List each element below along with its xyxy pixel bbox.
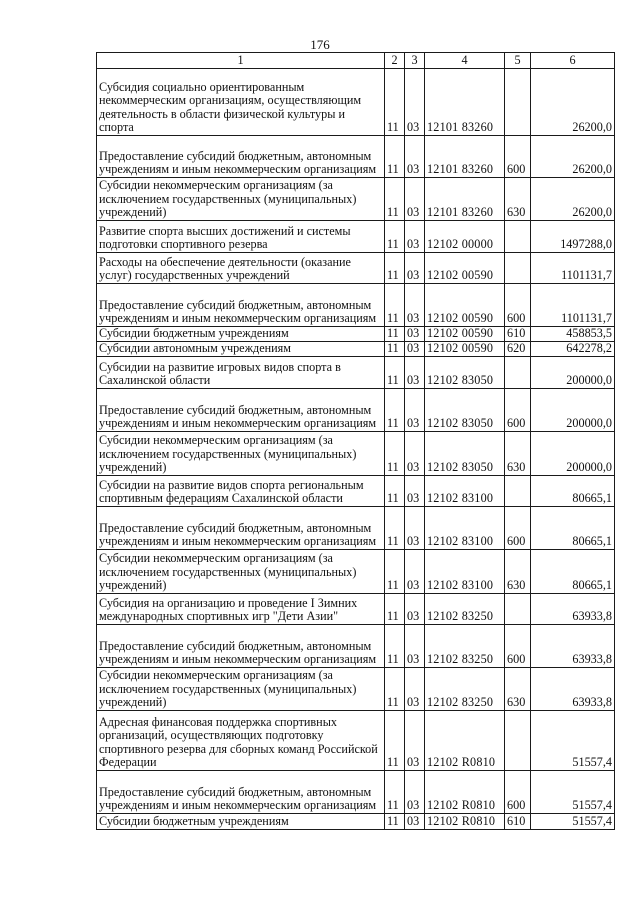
row-section: 11 [385, 357, 405, 389]
col-header-amount: 6 [531, 53, 615, 69]
row-expense-type: 610 [505, 327, 531, 342]
row-subsection: 03 [405, 284, 425, 327]
row-target-article: 12102 R0810 [425, 711, 505, 771]
row-expense-type [505, 711, 531, 771]
row-section: 11 [385, 814, 405, 830]
row-name: Предоставление субсидий бюджетным, автономным учреждениям и иным некоммерческим организациям [97, 284, 385, 327]
row-target-article: 12102 83050 [425, 389, 505, 432]
row-subsection: 03 [405, 357, 425, 389]
row-name: Предоставление субсидий бюджетным, автономным учреждениям и иным некоммерческим организациям [97, 625, 385, 668]
row-expense-type: 600 [505, 771, 531, 814]
row-subsection: 03 [405, 253, 425, 284]
row-amount: 63933,8 [531, 625, 615, 668]
row-subsection: 03 [405, 476, 425, 507]
row-subsection: 03 [405, 814, 425, 830]
table-row [97, 253, 615, 284]
row-section: 11 [385, 668, 405, 711]
col-header-subsection: 3 [405, 53, 425, 69]
table-row [97, 476, 615, 507]
row-amount: 1101131,7 [531, 284, 615, 327]
row-target-article: 12102 83250 [425, 668, 505, 711]
row-subsection: 03 [405, 625, 425, 668]
table-row [97, 711, 615, 771]
row-expense-type: 630 [505, 668, 531, 711]
table-row [97, 221, 615, 253]
row-amount: 51557,4 [531, 814, 615, 830]
row-name: Субсидия социально ориентированным некоммерческим организациям, осуществляющим деятельность в области физической культуры и спорта [97, 69, 385, 136]
row-name: Субсидии некоммерческим организациям (за исключением государственных (муниципальных) учреждений) [97, 668, 385, 711]
row-expense-type: 600 [505, 507, 531, 550]
row-expense-type [505, 221, 531, 253]
row-target-article: 12102 00590 [425, 253, 505, 284]
row-section: 11 [385, 550, 405, 594]
row-target-article: 12101 83260 [425, 136, 505, 178]
row-target-article: 12102 00000 [425, 221, 505, 253]
row-section: 11 [385, 711, 405, 771]
row-target-article: 12101 83260 [425, 178, 505, 221]
row-amount: 642278,2 [531, 342, 615, 357]
row-amount: 1497288,0 [531, 221, 615, 253]
row-subsection: 03 [405, 69, 425, 136]
table-header-row [97, 53, 615, 69]
row-name: Субсидии на развитие видов спорта региональным спортивным федерациям Сахалинской области [97, 476, 385, 507]
row-section: 11 [385, 432, 405, 476]
row-expense-type: 600 [505, 625, 531, 668]
row-target-article: 12102 83100 [425, 550, 505, 594]
row-target-article: 12102 83050 [425, 432, 505, 476]
row-section: 11 [385, 625, 405, 668]
row-section: 11 [385, 594, 405, 625]
table-row [97, 69, 615, 136]
row-expense-type: 630 [505, 432, 531, 476]
budget-table [96, 52, 615, 830]
row-name: Субсидии бюджетным учреждениям [97, 327, 385, 342]
row-expense-type [505, 594, 531, 625]
row-name: Предоставление субсидий бюджетным, автономным учреждениям и иным некоммерческим организациям [97, 771, 385, 814]
row-expense-type [505, 69, 531, 136]
row-subsection: 03 [405, 771, 425, 814]
row-amount: 51557,4 [531, 711, 615, 771]
row-expense-type: 620 [505, 342, 531, 357]
row-section: 11 [385, 342, 405, 357]
row-amount: 200000,0 [531, 357, 615, 389]
row-target-article: 12102 00590 [425, 284, 505, 327]
row-amount: 26200,0 [531, 69, 615, 136]
table-row [97, 357, 615, 389]
col-header-section: 2 [385, 53, 405, 69]
row-section: 11 [385, 389, 405, 432]
row-section: 11 [385, 253, 405, 284]
row-amount: 63933,8 [531, 668, 615, 711]
row-section: 11 [385, 136, 405, 178]
row-expense-type: 600 [505, 136, 531, 178]
row-name: Развитие спорта высших достижений и системы подготовки спортивного резерва [97, 221, 385, 253]
row-amount: 63933,8 [531, 594, 615, 625]
row-amount: 80665,1 [531, 476, 615, 507]
row-subsection: 03 [405, 668, 425, 711]
row-target-article: 12102 00590 [425, 342, 505, 357]
row-section: 11 [385, 178, 405, 221]
row-target-article: 12102 83250 [425, 625, 505, 668]
row-target-article: 12102 83250 [425, 594, 505, 625]
row-name: Субсидии бюджетным учреждениям [97, 814, 385, 830]
col-header-target-article: 4 [425, 53, 505, 69]
row-name: Предоставление субсидий бюджетным, автономным учреждениям и иным некоммерческим организациям [97, 136, 385, 178]
row-expense-type: 610 [505, 814, 531, 830]
row-name: Субсидия на организацию и проведение I Зимних международных спортивных игр "Дети Азии" [97, 594, 385, 625]
row-target-article: 12102 83100 [425, 476, 505, 507]
row-name: Субсидии некоммерческим организациям (за исключением государственных (муниципальных) учреждений) [97, 178, 385, 221]
col-header-name: 1 [97, 53, 385, 69]
row-expense-type [505, 476, 531, 507]
row-amount: 51557,4 [531, 771, 615, 814]
row-subsection: 03 [405, 432, 425, 476]
table-row [97, 178, 615, 221]
row-target-article: 12102 R0810 [425, 814, 505, 830]
table-row [97, 342, 615, 357]
row-target-article: 12102 83050 [425, 357, 505, 389]
page-number: 176 [310, 37, 330, 52]
row-section: 11 [385, 69, 405, 136]
table-row [97, 814, 615, 830]
table-row [97, 389, 615, 432]
row-amount: 26200,0 [531, 178, 615, 221]
row-subsection: 03 [405, 594, 425, 625]
row-amount: 200000,0 [531, 432, 615, 476]
table-row [97, 550, 615, 594]
row-name: Субсидии некоммерческим организациям (за исключением государственных (муниципальных) учреждений) [97, 432, 385, 476]
row-expense-type: 600 [505, 389, 531, 432]
row-name: Расходы на обеспечение деятельности (оказание услуг) государственных учреждений [97, 253, 385, 284]
row-name: Предоставление субсидий бюджетным, автономным учреждениям и иным некоммерческим организациям [97, 507, 385, 550]
row-subsection: 03 [405, 711, 425, 771]
row-target-article: 12102 00590 [425, 327, 505, 342]
row-subsection: 03 [405, 550, 425, 594]
table-row [97, 507, 615, 550]
table-row [97, 668, 615, 711]
table-row [97, 284, 615, 327]
row-section: 11 [385, 284, 405, 327]
row-target-article: 12102 R0810 [425, 771, 505, 814]
row-name: Субсидии на развитие игровых видов спорта в Сахалинской области [97, 357, 385, 389]
row-expense-type [505, 253, 531, 284]
table-row [97, 625, 615, 668]
col-header-expense-type: 5 [505, 53, 531, 69]
row-subsection: 03 [405, 342, 425, 357]
table-row [97, 771, 615, 814]
row-expense-type: 630 [505, 178, 531, 221]
row-section: 11 [385, 507, 405, 550]
row-section: 11 [385, 327, 405, 342]
row-name: Субсидии некоммерческим организациям (за исключением государственных (муниципальных) учреждений) [97, 550, 385, 594]
row-subsection: 03 [405, 327, 425, 342]
row-section: 11 [385, 771, 405, 814]
row-subsection: 03 [405, 389, 425, 432]
row-name: Предоставление субсидий бюджетным, автономным учреждениям и иным некоммерческим организациям [97, 389, 385, 432]
row-amount: 458853,5 [531, 327, 615, 342]
table-row [97, 327, 615, 342]
row-target-article: 12101 83260 [425, 69, 505, 136]
row-subsection: 03 [405, 136, 425, 178]
table-row [97, 432, 615, 476]
row-name: Адресная финансовая поддержка спортивных организаций, осуществляющих подготовку спортивного резерва для сборных команд Российской Федерации [97, 711, 385, 771]
row-expense-type [505, 357, 531, 389]
row-name: Субсидии автономным учреждениям [97, 342, 385, 357]
row-amount: 1101131,7 [531, 253, 615, 284]
row-section: 11 [385, 221, 405, 253]
row-subsection: 03 [405, 221, 425, 253]
row-expense-type: 600 [505, 284, 531, 327]
row-section: 11 [385, 476, 405, 507]
table-row [97, 594, 615, 625]
table-body [97, 69, 615, 830]
row-amount: 80665,1 [531, 507, 615, 550]
row-amount: 200000,0 [531, 389, 615, 432]
row-expense-type: 630 [505, 550, 531, 594]
row-subsection: 03 [405, 507, 425, 550]
row-subsection: 03 [405, 178, 425, 221]
row-amount: 80665,1 [531, 550, 615, 594]
row-amount: 26200,0 [531, 136, 615, 178]
row-target-article: 12102 83100 [425, 507, 505, 550]
table-row [97, 136, 615, 178]
